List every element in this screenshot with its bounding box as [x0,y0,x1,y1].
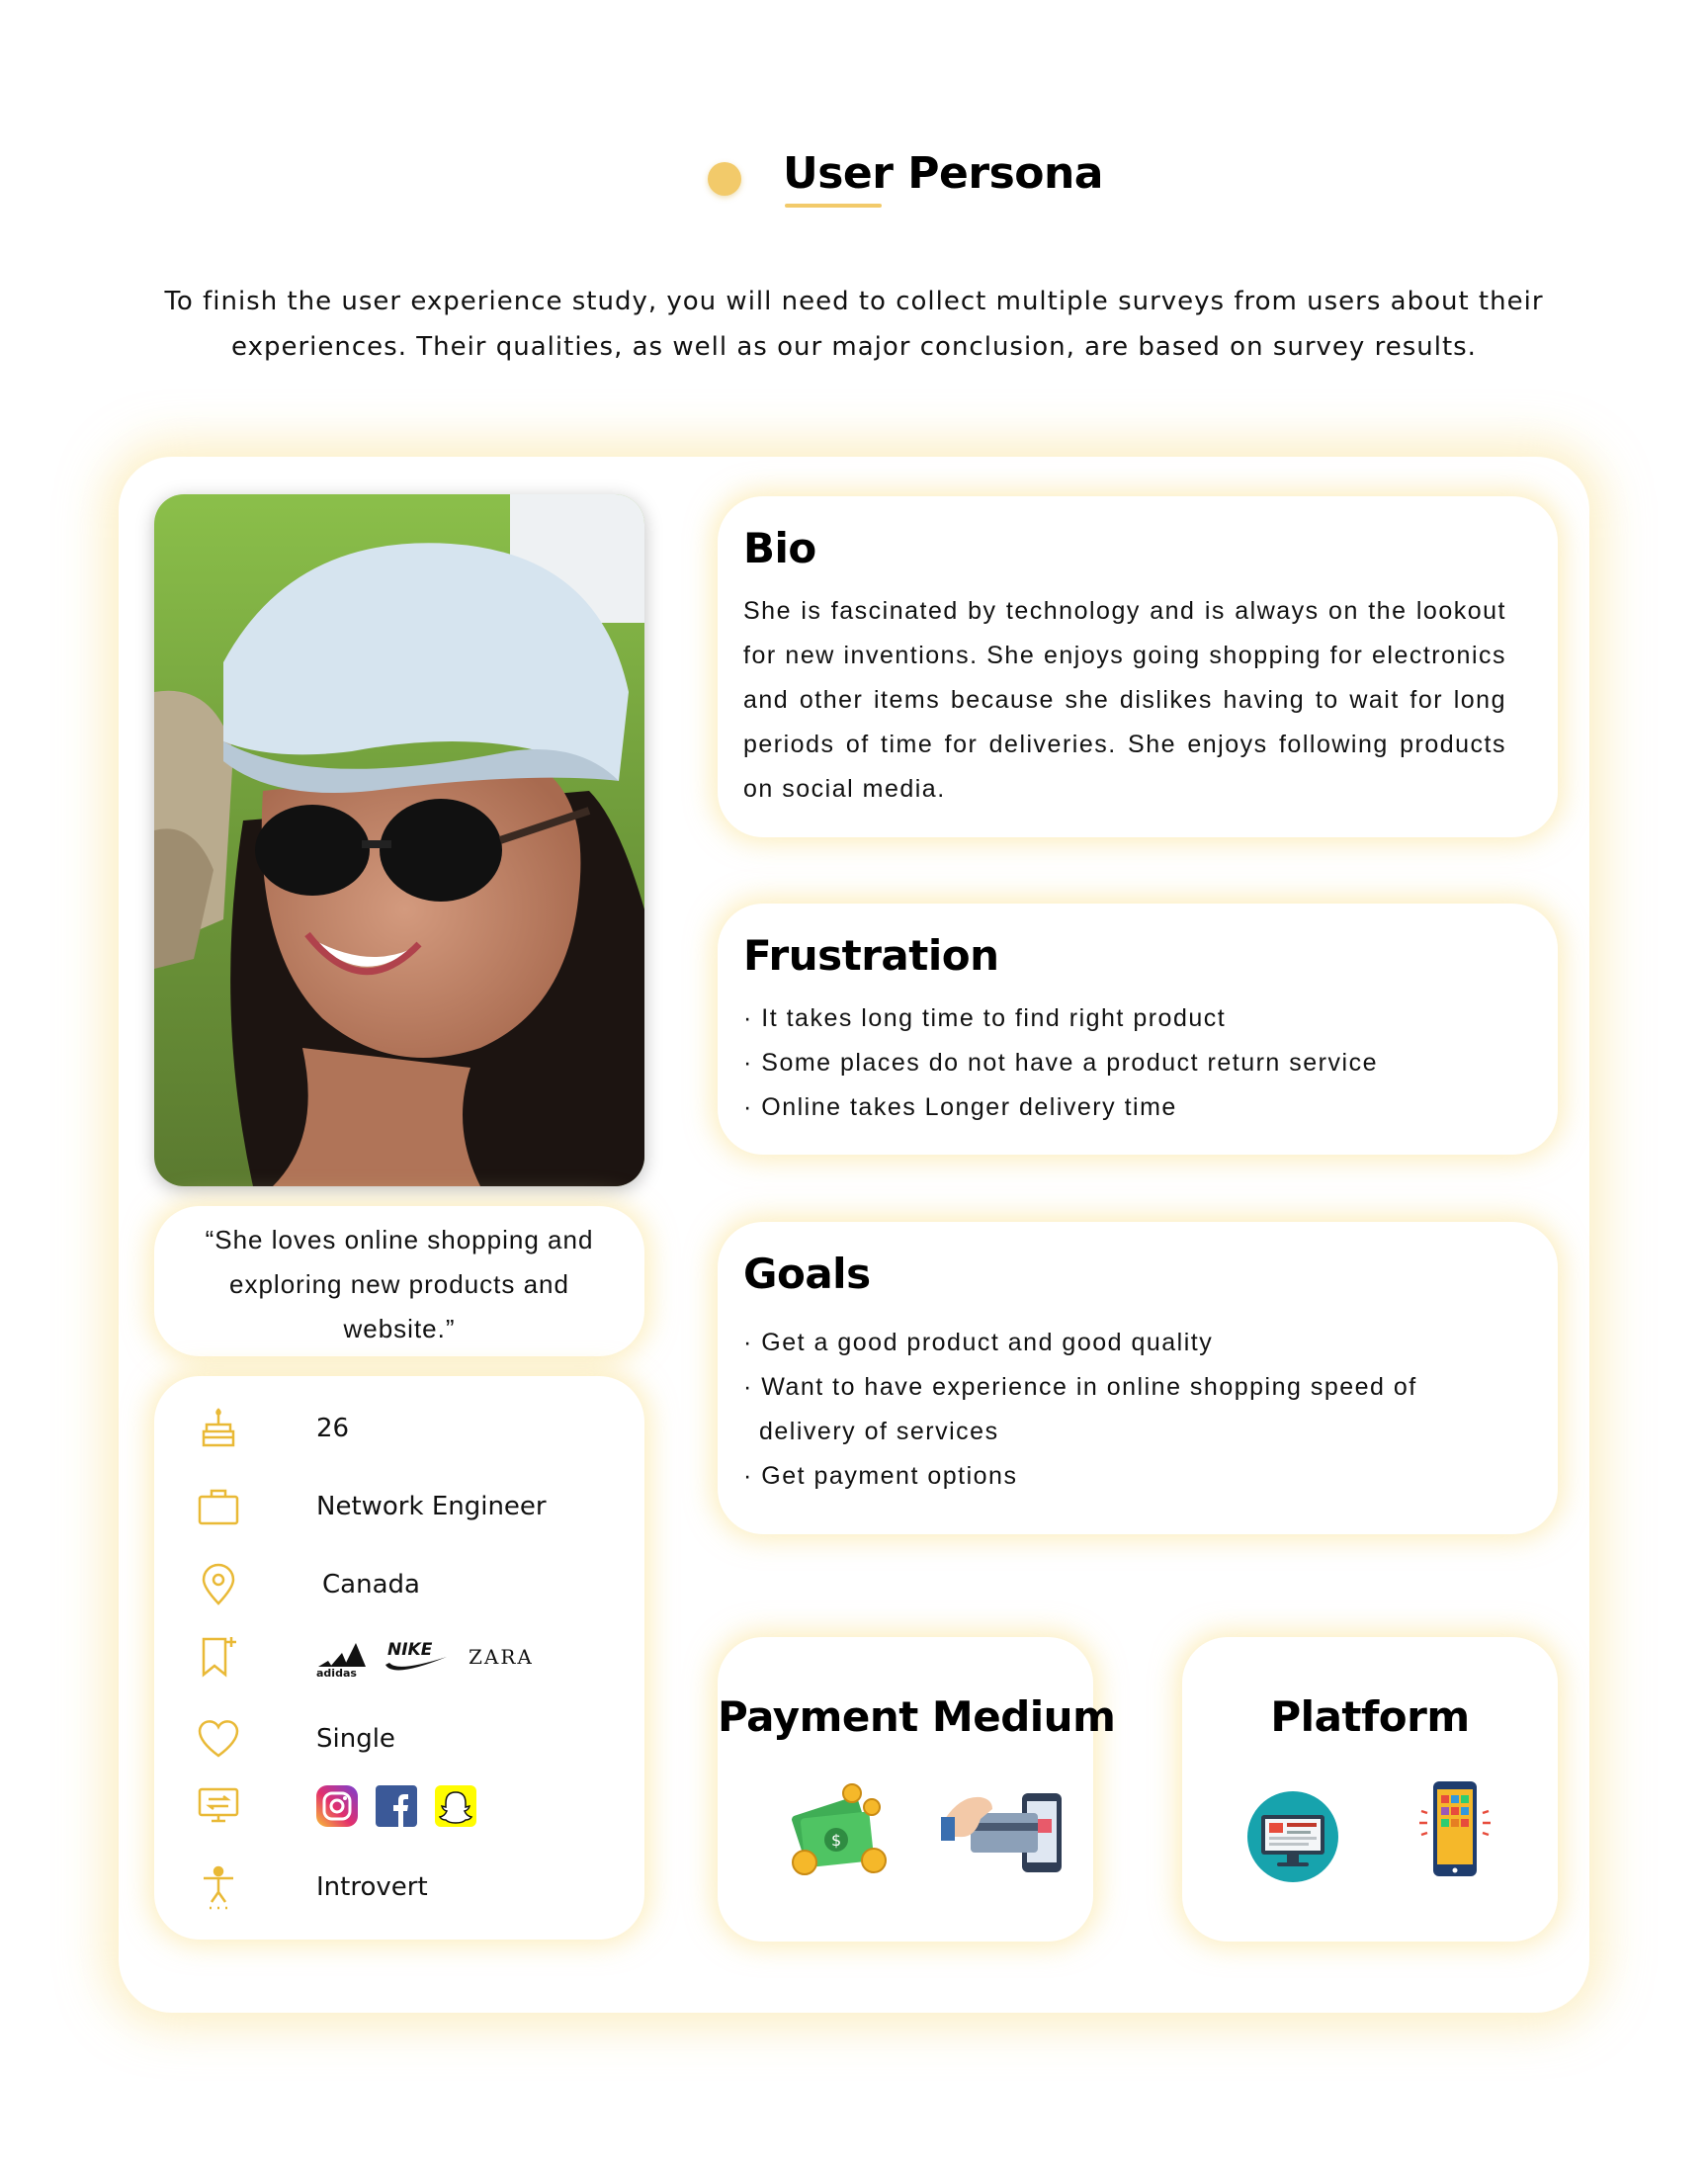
facebook-icon [374,1783,419,1829]
persona-details-card [154,1376,644,1940]
desktop-icon [1243,1787,1342,1886]
list-item: · Some places do not have a product return service [743,1049,1378,1077]
briefcase-icon [196,1484,241,1529]
list-item: · Want to have experience in online shopping speed of delivery of services [743,1373,1417,1445]
frustration-title: Frustration [743,931,999,980]
adidas-logo [314,1635,374,1679]
cash-money-icon [777,1775,896,1884]
list-item: · It takes long time to find right product [743,1004,1227,1032]
location-pin-icon [196,1562,241,1607]
goals-list [743,1321,1506,1499]
persona-quote: “She loves online shopping and exploring new products and website.” [154,1206,644,1356]
goals-card [718,1222,1558,1534]
page-title: User Persona [783,148,1103,199]
person-accessibility-icon [196,1864,241,1910]
goals-title: Goals [743,1250,871,1298]
nike-logo [384,1635,449,1679]
birthday-cake-icon [196,1406,241,1451]
payment-medium-card [718,1637,1116,1942]
location-value: Canada [322,1570,420,1599]
personality-value: Introvert [316,1872,428,1902]
svg-text:$: $ [831,1831,842,1850]
list-item: · Online takes Longer delivery time [743,1093,1177,1121]
bio-text: She is fascinated by technology and is always on the lookout for new inventions. She enjoys going shopping for electronics and other items because she dislikes having to wait for long periods of time for deliveries. She enjoys following products on social media. [743,597,1506,803]
heart-icon [196,1716,241,1762]
detail-row-relationship [154,1708,644,1768]
payment-medium-title: Payment Medium [718,1692,1116,1741]
detail-row-socials [154,1773,644,1833]
bio-card [718,496,1558,837]
detail-row-personality [154,1857,644,1916]
svg-text:adidas: adidas [316,1667,357,1679]
detail-row-brands [154,1625,644,1685]
frustration-list [743,996,1506,1130]
platform-title: Platform [1270,1692,1470,1741]
bookmark-add-icon [196,1633,241,1679]
age-value: 26 [316,1414,350,1443]
platform-card [1182,1637,1558,1942]
frustration-card [718,904,1558,1155]
bio-title: Bio [743,524,816,572]
zara-logo: ZARA [469,1645,534,1669]
list-item: · Get payment options [743,1462,1018,1490]
detail-row-age [154,1398,644,1457]
page-header [0,148,1708,208]
job-value: Network Engineer [316,1492,547,1521]
intro-text: To finish the user experience study, you will need to collect multiple surveys from users about their experiences. Their qualities, as well as our major conclusion, are based on survey results. [164,287,1544,362]
list-item: · Get a good product and good quality [743,1329,1214,1356]
relationship-value: Single [316,1724,395,1754]
svg-text:NIKE: NIKE [387,1640,433,1660]
detail-row-job [154,1476,644,1535]
card-payment-icon [941,1775,1069,1884]
persona-photo [154,494,644,1186]
accent-dot-icon [708,162,741,196]
detail-row-location [154,1554,644,1613]
mobile-app-icon [1409,1775,1498,1884]
instagram-icon [314,1783,360,1829]
snapchat-icon [433,1783,478,1829]
social-media-monitor-icon [196,1781,241,1827]
title-underline [785,204,882,208]
